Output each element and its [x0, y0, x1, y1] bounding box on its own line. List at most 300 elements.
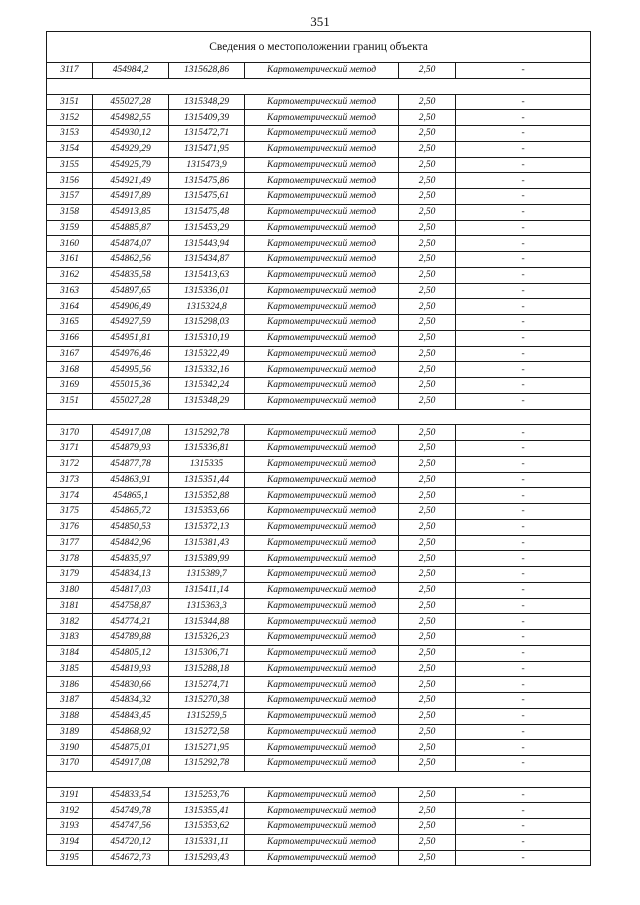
- point-number-cell: 3164: [47, 299, 93, 315]
- accuracy-cell: 2,50: [399, 645, 456, 661]
- x-coordinate-cell: 454930,12: [93, 126, 169, 142]
- method-cell: Картометрический метод: [245, 393, 399, 409]
- description-cell: -: [456, 315, 591, 331]
- x-coordinate-cell: 454833,54: [93, 787, 169, 803]
- point-number-cell: 3156: [47, 173, 93, 189]
- y-coordinate-cell: 1315413,63: [169, 267, 245, 283]
- accuracy-cell: 2,50: [399, 252, 456, 268]
- method-cell: Картометрический метод: [245, 535, 399, 551]
- x-coordinate-cell: 454672,73: [93, 850, 169, 866]
- point-number-cell: 3165: [47, 315, 93, 331]
- point-number-cell: 3185: [47, 661, 93, 677]
- description-cell: -: [456, 456, 591, 472]
- x-coordinate-cell: 455015,36: [93, 378, 169, 394]
- method-cell: Картометрический метод: [245, 740, 399, 756]
- table-row: [47, 362, 591, 378]
- x-coordinate-cell: 454874,07: [93, 236, 169, 252]
- y-coordinate-cell: 1315353,66: [169, 504, 245, 520]
- accuracy-cell: 2,50: [399, 283, 456, 299]
- y-coordinate-cell: 1315259,5: [169, 708, 245, 724]
- x-coordinate-cell: 454789,88: [93, 630, 169, 646]
- y-coordinate-cell: 1315434,87: [169, 252, 245, 268]
- y-coordinate-cell: 1315355,41: [169, 803, 245, 819]
- description-cell: -: [456, 724, 591, 740]
- table-row: [47, 724, 591, 740]
- y-coordinate-cell: 1315332,16: [169, 362, 245, 378]
- accuracy-cell: 2,50: [399, 677, 456, 693]
- accuracy-cell: 2,50: [399, 378, 456, 394]
- y-coordinate-cell: 1315335: [169, 456, 245, 472]
- description-cell: -: [456, 519, 591, 535]
- table-row: [47, 236, 591, 252]
- point-number-cell: 3183: [47, 630, 93, 646]
- method-cell: Картометрический метод: [245, 141, 399, 157]
- accuracy-cell: 2,50: [399, 267, 456, 283]
- x-coordinate-cell: 454835,58: [93, 267, 169, 283]
- method-cell: Картометрический метод: [245, 724, 399, 740]
- table-row: [47, 740, 591, 756]
- accuracy-cell: 2,50: [399, 519, 456, 535]
- accuracy-cell: 2,50: [399, 441, 456, 457]
- x-coordinate-cell: 454984,2: [93, 63, 169, 79]
- x-coordinate-cell: 454995,56: [93, 362, 169, 378]
- point-number-cell: 3182: [47, 614, 93, 630]
- table-row: [47, 315, 591, 331]
- y-coordinate-cell: 1315274,71: [169, 677, 245, 693]
- y-coordinate-cell: 1315363,3: [169, 598, 245, 614]
- accuracy-cell: 2,50: [399, 315, 456, 331]
- method-cell: Картометрический метод: [245, 315, 399, 331]
- point-number-cell: 3179: [47, 567, 93, 583]
- point-number-cell: 3175: [47, 504, 93, 520]
- method-cell: Картометрический метод: [245, 362, 399, 378]
- point-number-cell: 3190: [47, 740, 93, 756]
- point-number-cell: 3154: [47, 141, 93, 157]
- table-row: [47, 519, 591, 535]
- table-row: [47, 850, 591, 866]
- description-cell: -: [456, 141, 591, 157]
- point-number-cell: 3177: [47, 535, 93, 551]
- point-number-cell: 3189: [47, 724, 93, 740]
- page-number: 351: [310, 14, 330, 29]
- x-coordinate-cell: 454819,93: [93, 661, 169, 677]
- description-cell: -: [456, 204, 591, 220]
- point-number-cell: 3176: [47, 519, 93, 535]
- point-number-cell: 3193: [47, 819, 93, 835]
- table-row: [47, 267, 591, 283]
- method-cell: Картометрический метод: [245, 661, 399, 677]
- accuracy-cell: 2,50: [399, 504, 456, 520]
- table-row: [47, 630, 591, 646]
- table-row: [47, 677, 591, 693]
- accuracy-cell: 2,50: [399, 630, 456, 646]
- method-cell: Картометрический метод: [245, 519, 399, 535]
- method-cell: Картометрический метод: [245, 456, 399, 472]
- table-row: [47, 283, 591, 299]
- method-cell: Картометрический метод: [245, 220, 399, 236]
- point-number-cell: 3168: [47, 362, 93, 378]
- description-cell: -: [456, 645, 591, 661]
- point-number-cell: 3169: [47, 378, 93, 394]
- table-row: [47, 393, 591, 409]
- point-number-cell: 3173: [47, 472, 93, 488]
- accuracy-cell: 2,50: [399, 456, 456, 472]
- point-number-cell: 3153: [47, 126, 93, 142]
- point-number-cell: 3188: [47, 708, 93, 724]
- accuracy-cell: 2,50: [399, 708, 456, 724]
- point-number-cell: 3172: [47, 456, 93, 472]
- point-number-cell: 3186: [47, 677, 93, 693]
- x-coordinate-cell: 454863,91: [93, 472, 169, 488]
- x-coordinate-cell: 454805,12: [93, 645, 169, 661]
- x-coordinate-cell: 454830,66: [93, 677, 169, 693]
- accuracy-cell: 2,50: [399, 472, 456, 488]
- point-number-cell: 3160: [47, 236, 93, 252]
- point-number-cell: 3159: [47, 220, 93, 236]
- table-row: [47, 456, 591, 472]
- description-cell: -: [456, 189, 591, 205]
- table-row: [47, 126, 591, 142]
- point-number-cell: 3161: [47, 252, 93, 268]
- method-cell: Картометрический метод: [245, 173, 399, 189]
- y-coordinate-cell: 1315352,88: [169, 488, 245, 504]
- description-cell: -: [456, 63, 591, 79]
- method-cell: Картометрический метод: [245, 756, 399, 772]
- table-row: [47, 441, 591, 457]
- accuracy-cell: 2,50: [399, 598, 456, 614]
- description-cell: -: [456, 378, 591, 394]
- point-number-cell: 3155: [47, 157, 93, 173]
- description-cell: -: [456, 236, 591, 252]
- method-cell: Картометрический метод: [245, 787, 399, 803]
- table-row: [47, 693, 591, 709]
- x-coordinate-cell: 454879,93: [93, 441, 169, 457]
- x-coordinate-cell: 454834,32: [93, 693, 169, 709]
- table-row: [47, 708, 591, 724]
- y-coordinate-cell: 1315272,58: [169, 724, 245, 740]
- y-coordinate-cell: 1315628,86: [169, 63, 245, 79]
- point-number-cell: 3181: [47, 598, 93, 614]
- point-number-cell: 3157: [47, 189, 93, 205]
- table-row: [47, 504, 591, 520]
- y-coordinate-cell: 1315310,19: [169, 330, 245, 346]
- x-coordinate-cell: 454865,1: [93, 488, 169, 504]
- x-coordinate-cell: 454868,92: [93, 724, 169, 740]
- description-cell: -: [456, 787, 591, 803]
- accuracy-cell: 2,50: [399, 63, 456, 79]
- table-row: [47, 472, 591, 488]
- y-coordinate-cell: 1315372,13: [169, 519, 245, 535]
- table-row: [47, 803, 591, 819]
- accuracy-cell: 2,50: [399, 126, 456, 142]
- y-coordinate-cell: 1315475,86: [169, 173, 245, 189]
- method-cell: Картометрический метод: [245, 441, 399, 457]
- accuracy-cell: 2,50: [399, 204, 456, 220]
- y-coordinate-cell: 1315336,81: [169, 441, 245, 457]
- accuracy-cell: 2,50: [399, 299, 456, 315]
- accuracy-cell: 2,50: [399, 834, 456, 850]
- x-coordinate-cell: 454720,12: [93, 834, 169, 850]
- method-cell: Картометрический метод: [245, 330, 399, 346]
- description-cell: -: [456, 126, 591, 142]
- method-cell: Картометрический метод: [245, 94, 399, 110]
- point-number-cell: 3192: [47, 803, 93, 819]
- x-coordinate-cell: 454774,21: [93, 614, 169, 630]
- y-coordinate-cell: 1315472,71: [169, 126, 245, 142]
- accuracy-cell: 2,50: [399, 850, 456, 866]
- accuracy-cell: 2,50: [399, 173, 456, 189]
- point-number-cell: 3170: [47, 425, 93, 441]
- y-coordinate-cell: 1315389,7: [169, 567, 245, 583]
- point-number-cell: 3166: [47, 330, 93, 346]
- table-row: [47, 378, 591, 394]
- description-cell: -: [456, 252, 591, 268]
- point-number-cell: 3152: [47, 110, 93, 126]
- point-number-cell: 3170: [47, 756, 93, 772]
- x-coordinate-cell: 454921,49: [93, 173, 169, 189]
- table-row: [47, 204, 591, 220]
- description-cell: -: [456, 441, 591, 457]
- y-coordinate-cell: 1315322,49: [169, 346, 245, 362]
- y-coordinate-cell: 1315471,95: [169, 141, 245, 157]
- method-cell: Картометрический метод: [245, 708, 399, 724]
- point-number-cell: 3194: [47, 834, 93, 850]
- description-cell: -: [456, 94, 591, 110]
- accuracy-cell: 2,50: [399, 582, 456, 598]
- y-coordinate-cell: 1315348,29: [169, 94, 245, 110]
- description-cell: -: [456, 756, 591, 772]
- description-cell: -: [456, 819, 591, 835]
- table-row: [47, 567, 591, 583]
- group-separator-row: [47, 409, 591, 425]
- x-coordinate-cell: 454875,01: [93, 740, 169, 756]
- accuracy-cell: 2,50: [399, 724, 456, 740]
- x-coordinate-cell: 454843,45: [93, 708, 169, 724]
- table-row: [47, 834, 591, 850]
- method-cell: Картометрический метод: [245, 126, 399, 142]
- description-cell: -: [456, 173, 591, 189]
- description-cell: -: [456, 582, 591, 598]
- accuracy-cell: 2,50: [399, 535, 456, 551]
- y-coordinate-cell: 1315443,94: [169, 236, 245, 252]
- point-number-cell: 3117: [47, 63, 93, 79]
- point-number-cell: 3163: [47, 283, 93, 299]
- method-cell: Картометрический метод: [245, 850, 399, 866]
- x-coordinate-cell: 454929,29: [93, 141, 169, 157]
- table-row: [47, 220, 591, 236]
- point-number-cell: 3171: [47, 441, 93, 457]
- x-coordinate-cell: 454917,08: [93, 756, 169, 772]
- x-coordinate-cell: 454842,96: [93, 535, 169, 551]
- accuracy-cell: 2,50: [399, 425, 456, 441]
- description-cell: -: [456, 677, 591, 693]
- method-cell: Картометрический метод: [245, 267, 399, 283]
- accuracy-cell: 2,50: [399, 693, 456, 709]
- x-coordinate-cell: 454927,59: [93, 315, 169, 331]
- table-title-row: [47, 32, 591, 63]
- y-coordinate-cell: 1315475,61: [169, 189, 245, 205]
- y-coordinate-cell: 1315270,38: [169, 693, 245, 709]
- x-coordinate-cell: 454834,13: [93, 567, 169, 583]
- table-row: [47, 330, 591, 346]
- method-cell: Картометрический метод: [245, 677, 399, 693]
- point-number-cell: 3191: [47, 787, 93, 803]
- point-number-cell: 3174: [47, 488, 93, 504]
- description-cell: -: [456, 472, 591, 488]
- y-coordinate-cell: 1315411,14: [169, 582, 245, 598]
- description-cell: -: [456, 567, 591, 583]
- y-coordinate-cell: 1315381,43: [169, 535, 245, 551]
- table-row: [47, 94, 591, 110]
- description-cell: -: [456, 504, 591, 520]
- accuracy-cell: 2,50: [399, 740, 456, 756]
- x-coordinate-cell: 454850,53: [93, 519, 169, 535]
- table-row: [47, 299, 591, 315]
- accuracy-cell: 2,50: [399, 614, 456, 630]
- accuracy-cell: 2,50: [399, 803, 456, 819]
- table-row: [47, 252, 591, 268]
- description-cell: -: [456, 740, 591, 756]
- accuracy-cell: 2,50: [399, 661, 456, 677]
- boundary-table: [46, 31, 591, 866]
- description-cell: -: [456, 693, 591, 709]
- description-cell: -: [456, 425, 591, 441]
- method-cell: Картометрический метод: [245, 551, 399, 567]
- group-separator-row: [47, 78, 591, 94]
- method-cell: Картометрический метод: [245, 425, 399, 441]
- method-cell: Картометрический метод: [245, 582, 399, 598]
- method-cell: Картометрический метод: [245, 299, 399, 315]
- table-row: [47, 189, 591, 205]
- point-number-cell: 3184: [47, 645, 93, 661]
- point-number-cell: 3187: [47, 693, 93, 709]
- method-cell: Картометрический метод: [245, 819, 399, 835]
- point-number-cell: 3178: [47, 551, 93, 567]
- description-cell: -: [456, 661, 591, 677]
- table-row: [47, 614, 591, 630]
- table-row: [47, 551, 591, 567]
- table-row: [47, 598, 591, 614]
- table-row: [47, 535, 591, 551]
- method-cell: Картометрический метод: [245, 693, 399, 709]
- accuracy-cell: 2,50: [399, 488, 456, 504]
- method-cell: Картометрический метод: [245, 645, 399, 661]
- description-cell: -: [456, 708, 591, 724]
- x-coordinate-cell: 454747,56: [93, 819, 169, 835]
- x-coordinate-cell: 454817,03: [93, 582, 169, 598]
- x-coordinate-cell: 454865,72: [93, 504, 169, 520]
- description-cell: -: [456, 330, 591, 346]
- description-cell: -: [456, 535, 591, 551]
- method-cell: Картометрический метод: [245, 378, 399, 394]
- description-cell: -: [456, 803, 591, 819]
- x-coordinate-cell: 454925,79: [93, 157, 169, 173]
- accuracy-cell: 2,50: [399, 94, 456, 110]
- table-row: [47, 787, 591, 803]
- accuracy-cell: 2,50: [399, 362, 456, 378]
- method-cell: Картометрический метод: [245, 488, 399, 504]
- y-coordinate-cell: 1315353,62: [169, 819, 245, 835]
- table-title: Сведения о местоположении границ объекта: [47, 32, 591, 63]
- accuracy-cell: 2,50: [399, 819, 456, 835]
- table-row: [47, 819, 591, 835]
- x-coordinate-cell: 454835,97: [93, 551, 169, 567]
- method-cell: Картометрический метод: [245, 236, 399, 252]
- description-cell: -: [456, 551, 591, 567]
- x-coordinate-cell: 455027,28: [93, 94, 169, 110]
- table-row: [47, 63, 591, 79]
- description-cell: -: [456, 157, 591, 173]
- accuracy-cell: 2,50: [399, 567, 456, 583]
- accuracy-cell: 2,50: [399, 110, 456, 126]
- x-coordinate-cell: 454862,56: [93, 252, 169, 268]
- accuracy-cell: 2,50: [399, 756, 456, 772]
- y-coordinate-cell: 1315348,29: [169, 393, 245, 409]
- table-row: [47, 661, 591, 677]
- description-cell: -: [456, 267, 591, 283]
- x-coordinate-cell: 454917,89: [93, 189, 169, 205]
- x-coordinate-cell: 455027,28: [93, 393, 169, 409]
- description-cell: -: [456, 614, 591, 630]
- description-cell: -: [456, 110, 591, 126]
- accuracy-cell: 2,50: [399, 787, 456, 803]
- y-coordinate-cell: 1315344,88: [169, 614, 245, 630]
- y-coordinate-cell: 1315453,29: [169, 220, 245, 236]
- point-number-cell: 3180: [47, 582, 93, 598]
- method-cell: Картометрический метод: [245, 157, 399, 173]
- y-coordinate-cell: 1315326,23: [169, 630, 245, 646]
- method-cell: Картометрический метод: [245, 252, 399, 268]
- table-row: [47, 157, 591, 173]
- method-cell: Картометрический метод: [245, 204, 399, 220]
- table-row: [47, 110, 591, 126]
- y-coordinate-cell: 1315351,44: [169, 472, 245, 488]
- separator-cell: [47, 409, 591, 425]
- y-coordinate-cell: 1315293,43: [169, 850, 245, 866]
- table-row: [47, 645, 591, 661]
- x-coordinate-cell: 454976,46: [93, 346, 169, 362]
- accuracy-cell: 2,50: [399, 157, 456, 173]
- accuracy-cell: 2,50: [399, 330, 456, 346]
- separator-cell: [47, 771, 591, 787]
- accuracy-cell: 2,50: [399, 393, 456, 409]
- method-cell: Картометрический метод: [245, 472, 399, 488]
- y-coordinate-cell: 1315473,9: [169, 157, 245, 173]
- x-coordinate-cell: 454951,81: [93, 330, 169, 346]
- description-cell: -: [456, 362, 591, 378]
- group-separator-row: [47, 771, 591, 787]
- accuracy-cell: 2,50: [399, 141, 456, 157]
- method-cell: Картометрический метод: [245, 110, 399, 126]
- method-cell: Картометрический метод: [245, 346, 399, 362]
- table-row: [47, 141, 591, 157]
- x-coordinate-cell: 454885,87: [93, 220, 169, 236]
- x-coordinate-cell: 454749,78: [93, 803, 169, 819]
- method-cell: Картометрический метод: [245, 803, 399, 819]
- y-coordinate-cell: 1315324,8: [169, 299, 245, 315]
- y-coordinate-cell: 1315253,76: [169, 787, 245, 803]
- description-cell: -: [456, 834, 591, 850]
- accuracy-cell: 2,50: [399, 220, 456, 236]
- accuracy-cell: 2,50: [399, 236, 456, 252]
- description-cell: -: [456, 630, 591, 646]
- y-coordinate-cell: 1315298,03: [169, 315, 245, 331]
- x-coordinate-cell: 454897,65: [93, 283, 169, 299]
- separator-cell: [47, 78, 591, 94]
- method-cell: Картометрический метод: [245, 598, 399, 614]
- x-coordinate-cell: 454917,08: [93, 425, 169, 441]
- point-number-cell: 3158: [47, 204, 93, 220]
